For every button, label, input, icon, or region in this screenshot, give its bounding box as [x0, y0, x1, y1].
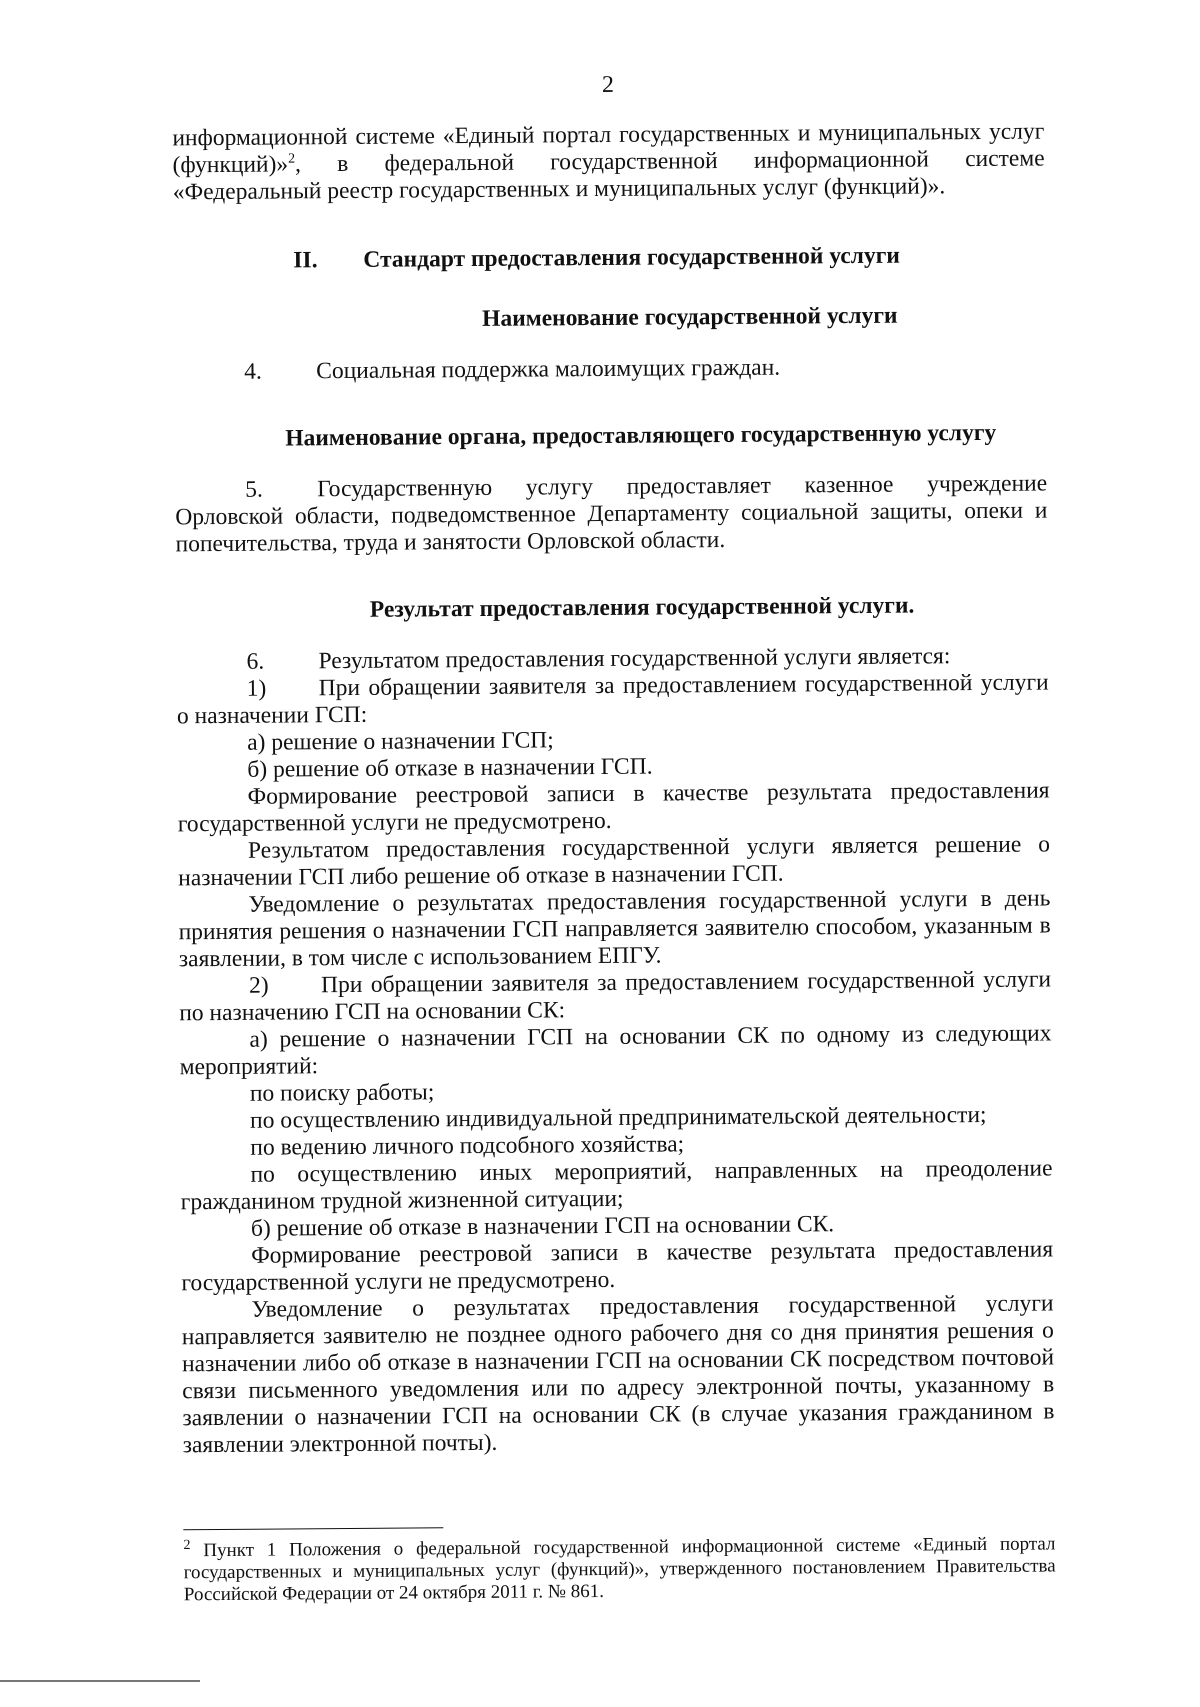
page-number: 2: [171, 0, 1044, 125]
item-2-b: б) решение об отказе в назначении ГСП на основании СК.: [181, 1209, 1053, 1243]
footnote: [183, 1533, 1055, 1606]
item-1-result: Результатом предоставления государственной услуги является решение о назначении ГСП либо решение об отказе в назначении ГСП.: [178, 831, 1050, 892]
item-2-notice: Уведомление о результатах предоставления государственной услуги направляется заявителю не позднее одного рабочего дня со дня принятия решения о назначении либо об отказе в назначении ГСП на основании СК посредством почтовой связи письменного уведомления или по адресу электронной почты, указанному в заявлении о назначении ГСП на основании СК (в случае указания гражданином в заявлении электронной почты).: [182, 1290, 1055, 1459]
item-1-a: а) решение о назначении ГСП;: [177, 723, 1049, 757]
section-title: Стандарт предоставления государственной услуги: [363, 243, 900, 273]
heading-result: Результат предоставления государственной услуги.: [176, 591, 1048, 625]
activity-item: по поиску работы;: [180, 1074, 1052, 1108]
paragraph-4: 4. Социальная поддержка малоимущих граждан.: [174, 352, 1046, 386]
footnote-mark: 2: [183, 1538, 190, 1553]
item-1: 1) При обращении заявителя за предоставлением государственной услуги о назначении ГСП:: [177, 669, 1049, 730]
heading-body: Наименование органа, предоставляющего государственную услугу: [175, 419, 1047, 453]
item-1-notice: Уведомление о результатах предоставления государственной услуги в день принятия решения о назначении ГСП направляется заявителю способом, указанным в заявлении, в том числе с использованием ЕПГУ.: [178, 885, 1051, 973]
section-number: II.: [293, 247, 363, 275]
heading-service-name: Наименование государственной услуги: [174, 301, 1046, 335]
footnote-divider: [183, 1527, 443, 1530]
activity-item: по ведению личного подсобного хозяйства;: [180, 1128, 1052, 1162]
scan-artifact: [0, 1680, 200, 1682]
footnote-ref[interactable]: 2: [288, 152, 295, 167]
item-2: 2) При обращении заявителя за предоставлением государственной услуги по назначению ГСП на основании СК:: [179, 966, 1051, 1027]
intro-paragraph: информационной системе «Единый портал государственных и муниципальных услуг (функций)»$^2$, в федеральной государственной информационной системе «Федеральный реестр государственных и муниципальных услуг (функций)».: [172, 118, 1045, 206]
section-heading: [173, 241, 1045, 275]
item-2-registry: Формирование реестровой записи в качестве результата предоставления государственной услуги не предусмотрено.: [181, 1236, 1053, 1297]
activity-item: по осуществлению иных мероприятий, направленных на преодоление гражданином трудной жизненной ситуации;: [180, 1155, 1052, 1216]
paragraph-6: 6. Результатом предоставления государственной услуги является:: [176, 642, 1048, 676]
footnote-text: $^2$ Пункт 1 Положения о федеральной государственной информационной системе «Единый портал государственных и муниципальных услуг (функций)», утвержденного постановлением Правительства Российской Федерации от 24 октября 2011 г. № 861.: [183, 1533, 1055, 1606]
item-1-b: б) решение об отказе в назначении ГСП.: [177, 750, 1049, 784]
item-1-registry: Формирование реестровой записи в качестве результата предоставления государственной услуги не предусмотрено.: [177, 777, 1049, 838]
paragraph-5: 5. Государственную услугу предоставляет казенное учреждение Орловской области, подведомственное Департаменту социальной защиты, опеки и попечительства, труда и занятости Орловской области.: [175, 470, 1048, 558]
item-2-a: а) решение о назначении ГСП на основании СК по одному из следующих мероприятий:: [179, 1020, 1051, 1081]
activity-item: по осуществлению индивидуальной предпринимательской деятельности;: [180, 1101, 1052, 1135]
